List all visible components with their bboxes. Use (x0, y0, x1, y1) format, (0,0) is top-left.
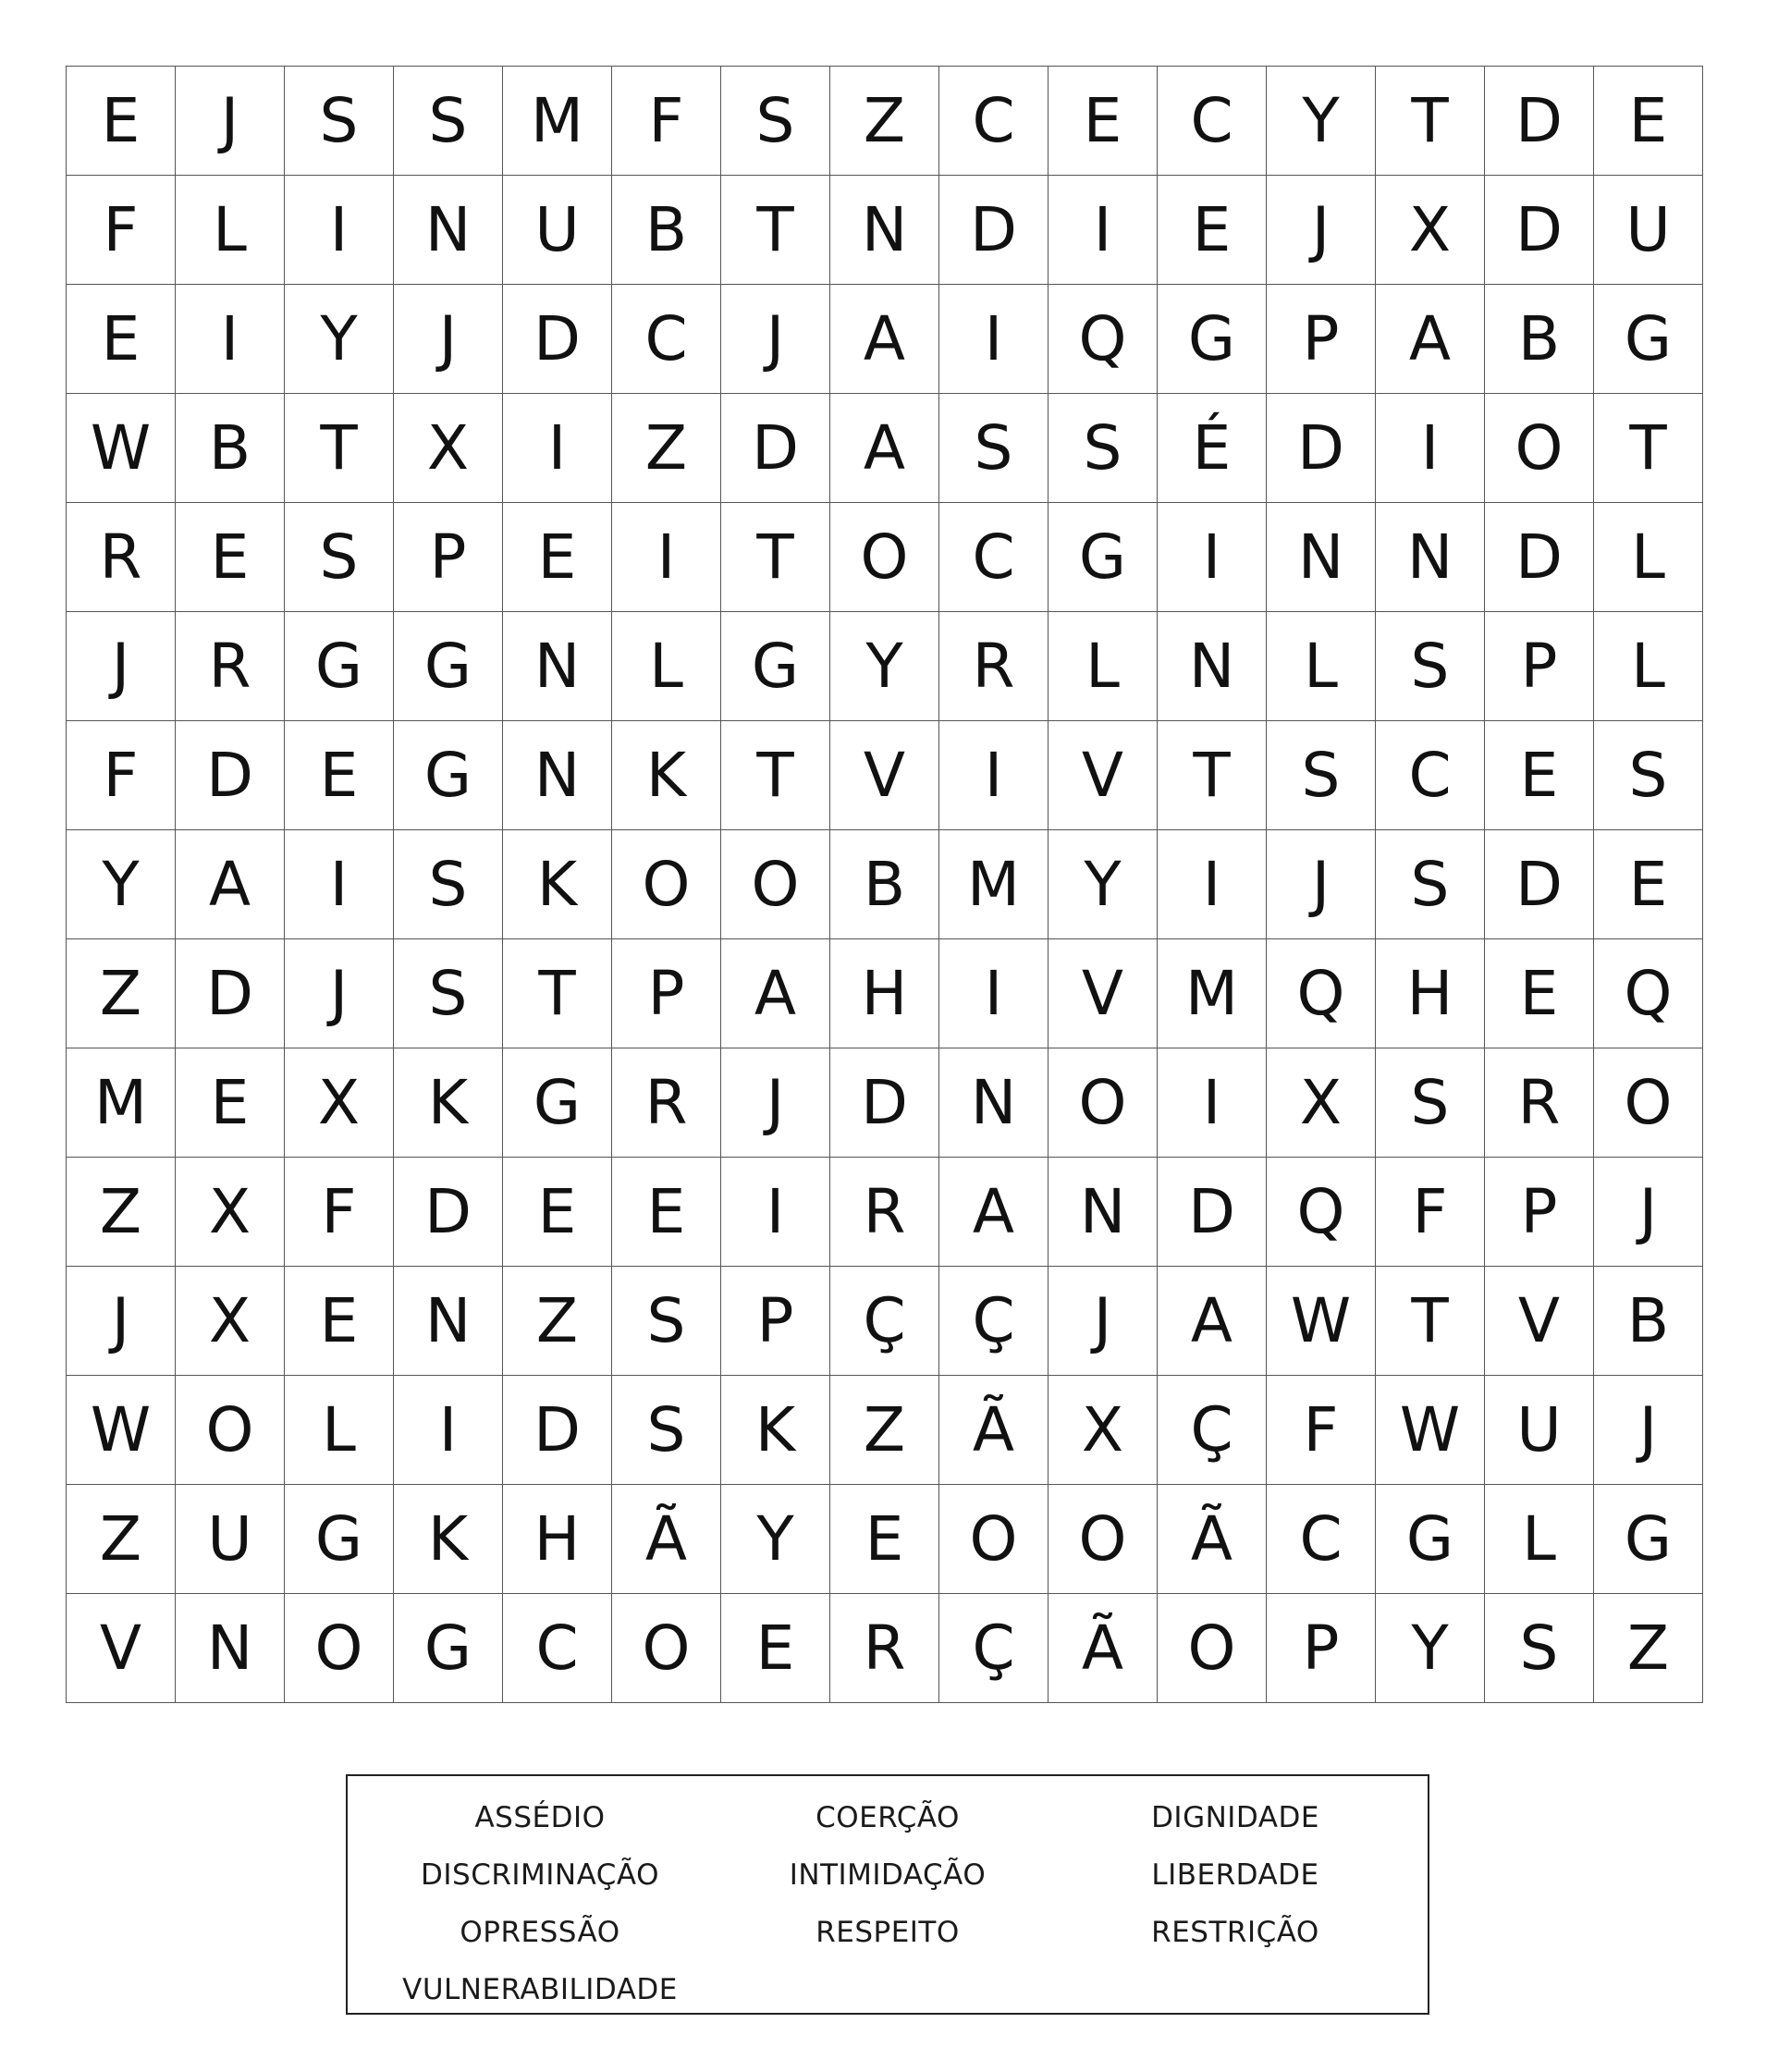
grid-cell[interactable]: J (394, 285, 503, 394)
grid-cell[interactable]: Ç (939, 1594, 1049, 1703)
grid-cell[interactable]: I (721, 1158, 830, 1267)
grid-cell[interactable]: Ã (939, 1376, 1049, 1485)
grid-cell[interactable]: F (612, 67, 721, 176)
grid-cell[interactable]: N (1267, 503, 1376, 612)
grid-cell[interactable]: B (1485, 285, 1594, 394)
grid-cell[interactable]: D (721, 394, 830, 503)
grid-cell[interactable]: P (612, 939, 721, 1048)
grid-cell[interactable]: M (503, 67, 612, 176)
grid-cell[interactable]: Q (1267, 1158, 1376, 1267)
grid-cell[interactable]: E (285, 1267, 394, 1376)
grid-cell[interactable]: S (1376, 1048, 1485, 1158)
grid-cell[interactable]: U (503, 176, 612, 285)
grid-cell[interactable]: J (1049, 1267, 1158, 1376)
grid-cell[interactable]: C (939, 503, 1049, 612)
grid-cell[interactable]: S (1376, 612, 1485, 721)
grid-cell[interactable]: Z (67, 939, 176, 1048)
word-list-item: LIBERDADE (1151, 1858, 1319, 1892)
grid-cell[interactable]: T (285, 394, 394, 503)
grid-cell[interactable]: E (1485, 939, 1594, 1048)
word-list-item: COERÇÃO (816, 1801, 960, 1834)
grid-cell[interactable]: E (176, 1048, 285, 1158)
grid-cell[interactable]: B (176, 394, 285, 503)
grid-cell[interactable]: J (1267, 830, 1376, 939)
grid-cell[interactable]: W (1376, 1376, 1485, 1485)
grid-cell[interactable]: K (612, 721, 721, 830)
grid-cell[interactable]: C (1376, 721, 1485, 830)
grid-cell[interactable]: E (67, 67, 176, 176)
grid-cell[interactable]: H (503, 1485, 612, 1594)
grid-cell[interactable]: X (176, 1158, 285, 1267)
grid-cell[interactable]: S (1049, 394, 1158, 503)
grid-cell[interactable]: F (1376, 1158, 1485, 1267)
grid-cell[interactable]: P (394, 503, 503, 612)
grid-cell[interactable]: S (1267, 721, 1376, 830)
grid-cell[interactable]: E (503, 503, 612, 612)
word-list-item: RESTRIÇÃO (1151, 1916, 1319, 1949)
grid-cell[interactable]: O (721, 830, 830, 939)
grid-cell[interactable]: E (1594, 67, 1703, 176)
grid-cell[interactable]: C (939, 67, 1049, 176)
grid-cell[interactable]: L (612, 612, 721, 721)
grid-cell[interactable]: E (1049, 67, 1158, 176)
grid-cell[interactable]: J (1267, 176, 1376, 285)
grid-cell[interactable]: H (830, 939, 939, 1048)
grid-cell[interactable]: O (176, 1376, 285, 1485)
grid-cell[interactable]: D (1485, 176, 1594, 285)
grid-cell[interactable]: D (1485, 503, 1594, 612)
grid-cell[interactable]: Z (612, 394, 721, 503)
grid-cell[interactable]: R (830, 1158, 939, 1267)
grid-cell[interactable]: C (503, 1594, 612, 1703)
grid-cell[interactable]: B (1594, 1267, 1703, 1376)
grid-cell[interactable]: G (503, 1048, 612, 1158)
grid-cell[interactable]: N (176, 1594, 285, 1703)
grid-cell[interactable]: E (1158, 176, 1267, 285)
grid-cell[interactable]: G (721, 612, 830, 721)
grid-cell[interactable]: E (67, 285, 176, 394)
grid-cell[interactable]: O (1049, 1048, 1158, 1158)
grid-cell[interactable]: F (1267, 1376, 1376, 1485)
word-list (346, 1774, 1429, 2015)
grid-cell[interactable]: O (1049, 1485, 1158, 1594)
grid-cell[interactable]: L (285, 1376, 394, 1485)
grid-cell[interactable]: I (1049, 176, 1158, 285)
grid-cell[interactable]: X (176, 1267, 285, 1376)
grid-cell[interactable]: N (503, 721, 612, 830)
grid-cell[interactable]: K (394, 1048, 503, 1158)
grid-cell[interactable]: T (1376, 1267, 1485, 1376)
grid-cell[interactable]: X (394, 394, 503, 503)
grid-cell[interactable]: P (1267, 285, 1376, 394)
grid-cell[interactable]: G (1594, 1485, 1703, 1594)
grid-cell[interactable]: K (394, 1485, 503, 1594)
grid-cell[interactable]: Ã (1049, 1594, 1158, 1703)
grid-cell[interactable]: L (1485, 1485, 1594, 1594)
grid-cell[interactable]: J (1594, 1158, 1703, 1267)
grid-cell[interactable]: Y (285, 285, 394, 394)
grid-cell[interactable]: S (1376, 830, 1485, 939)
grid-cell[interactable]: W (1267, 1267, 1376, 1376)
grid-cell[interactable]: R (176, 612, 285, 721)
word-list-item: VULNERABILIDADE (402, 1973, 678, 2006)
grid-cell[interactable]: U (1594, 176, 1703, 285)
grid-cell[interactable]: A (830, 394, 939, 503)
grid-cell[interactable]: P (1485, 1158, 1594, 1267)
grid-cell[interactable]: V (1049, 721, 1158, 830)
grid-cell[interactable]: C (1267, 1485, 1376, 1594)
grid-cell[interactable]: K (721, 1376, 830, 1485)
grid-cell[interactable]: T (721, 721, 830, 830)
grid-cell[interactable]: Z (503, 1267, 612, 1376)
grid-cell[interactable]: C (1158, 67, 1267, 176)
grid-cell[interactable]: O (830, 503, 939, 612)
grid-cell[interactable]: J (285, 939, 394, 1048)
grid-cell[interactable]: Q (1267, 939, 1376, 1048)
grid-cell[interactable]: P (1267, 1594, 1376, 1703)
grid-cell[interactable]: J (721, 1048, 830, 1158)
grid-cell[interactable]: J (176, 67, 285, 176)
grid-cell[interactable]: D (830, 1048, 939, 1158)
grid-cell[interactable]: L (1594, 503, 1703, 612)
grid-cell[interactable]: I (939, 721, 1049, 830)
grid-cell[interactable]: G (394, 1594, 503, 1703)
grid-cell[interactable]: I (176, 285, 285, 394)
grid-cell[interactable]: N (1049, 1158, 1158, 1267)
grid-cell[interactable]: G (1376, 1485, 1485, 1594)
grid-cell[interactable]: W (67, 1376, 176, 1485)
grid-cell[interactable]: B (830, 830, 939, 939)
grid-cell[interactable]: N (830, 176, 939, 285)
grid-cell[interactable]: Y (67, 830, 176, 939)
word-list-item: OPRESSÃO (460, 1916, 620, 1949)
grid-cell[interactable]: C (612, 285, 721, 394)
grid-cell[interactable]: Z (67, 1158, 176, 1267)
grid-cell[interactable]: I (612, 503, 721, 612)
grid-cell[interactable]: S (939, 394, 1049, 503)
grid-cell[interactable]: D (503, 1376, 612, 1485)
grid-cell[interactable]: O (612, 1594, 721, 1703)
grid-cell[interactable]: E (503, 1158, 612, 1267)
word-list-item: DISCRIMINAÇÃO (421, 1858, 659, 1892)
grid-cell[interactable]: G (1594, 285, 1703, 394)
grid-cell[interactable]: Z (830, 67, 939, 176)
grid-cell[interactable]: I (1158, 503, 1267, 612)
grid-cell[interactable]: O (1158, 1594, 1267, 1703)
grid-cell[interactable]: R (939, 612, 1049, 721)
grid-cell[interactable]: F (67, 721, 176, 830)
grid-cell[interactable]: T (1158, 721, 1267, 830)
grid-cell[interactable]: D (394, 1158, 503, 1267)
grid-cell[interactable]: Q (1594, 939, 1703, 1048)
grid-cell[interactable]: Y (1376, 1594, 1485, 1703)
word-list-item: INTIMIDAÇÃO (789, 1858, 987, 1892)
grid-cell[interactable]: V (830, 721, 939, 830)
grid-cell[interactable]: X (1049, 1376, 1158, 1485)
grid-cell[interactable]: G (394, 612, 503, 721)
grid-cell[interactable]: E (612, 1158, 721, 1267)
grid-cell[interactable]: Z (1594, 1594, 1703, 1703)
grid-cell[interactable]: X (1267, 1048, 1376, 1158)
grid-cell[interactable]: Ã (612, 1485, 721, 1594)
grid-cell[interactable]: E (1485, 721, 1594, 830)
grid-cell[interactable]: T (1376, 67, 1485, 176)
grid-cell[interactable]: S (612, 1376, 721, 1485)
grid-cell[interactable]: X (1376, 176, 1485, 285)
grid-cell[interactable]: S (1594, 721, 1703, 830)
grid-cell[interactable]: E (285, 721, 394, 830)
grid-cell[interactable]: L (176, 176, 285, 285)
grid-cell[interactable]: S (1485, 1594, 1594, 1703)
grid-cell[interactable]: A (1376, 285, 1485, 394)
grid-cell[interactable]: I (285, 176, 394, 285)
grid-cell[interactable]: M (939, 830, 1049, 939)
grid-cell[interactable]: R (67, 503, 176, 612)
grid-cell[interactable]: Ç (1158, 1376, 1267, 1485)
grid-cell[interactable]: Y (1267, 67, 1376, 176)
grid-cell[interactable]: V (1049, 939, 1158, 1048)
grid-cell[interactable]: G (394, 721, 503, 830)
grid-cell[interactable]: N (394, 176, 503, 285)
grid-cell[interactable]: E (1594, 830, 1703, 939)
grid-cell[interactable]: J (67, 1267, 176, 1376)
grid-cell[interactable]: O (939, 1485, 1049, 1594)
grid-cell[interactable]: N (503, 612, 612, 721)
grid-cell[interactable]: N (1158, 612, 1267, 721)
grid-cell[interactable]: J (67, 612, 176, 721)
grid-cell[interactable]: L (1594, 612, 1703, 721)
grid-cell[interactable]: T (1594, 394, 1703, 503)
grid-cell[interactable]: I (285, 830, 394, 939)
grid-cell[interactable]: O (612, 830, 721, 939)
grid-cell[interactable]: F (285, 1158, 394, 1267)
grid-cell[interactable]: D (1158, 1158, 1267, 1267)
grid-cell[interactable]: V (1485, 1267, 1594, 1376)
grid-cell[interactable]: D (1267, 394, 1376, 503)
grid-cell[interactable]: I (1158, 830, 1267, 939)
grid-cell[interactable]: S (721, 67, 830, 176)
grid-cell[interactable]: M (67, 1048, 176, 1158)
grid-cell[interactable]: A (1158, 1267, 1267, 1376)
grid-cell[interactable]: F (67, 176, 176, 285)
grid-cell[interactable]: Ã (1158, 1485, 1267, 1594)
grid-cell[interactable]: Z (67, 1485, 176, 1594)
grid-cell[interactable]: Y (721, 1485, 830, 1594)
grid-cell[interactable]: G (1158, 285, 1267, 394)
grid-cell[interactable]: D (939, 176, 1049, 285)
grid-cell[interactable]: I (939, 285, 1049, 394)
grid-cell[interactable]: S (285, 503, 394, 612)
grid-cell[interactable]: N (1376, 503, 1485, 612)
grid-cell[interactable]: I (1158, 1048, 1267, 1158)
grid-cell[interactable]: J (721, 285, 830, 394)
grid-cell[interactable]: I (394, 1376, 503, 1485)
grid-cell[interactable]: Q (1049, 285, 1158, 394)
grid-cell[interactable]: D (176, 721, 285, 830)
grid-cell[interactable]: S (285, 67, 394, 176)
grid-cell[interactable]: H (1376, 939, 1485, 1048)
grid-cell[interactable]: Y (1049, 830, 1158, 939)
grid-cell[interactable]: R (1485, 1048, 1594, 1158)
grid-cell[interactable]: I (939, 939, 1049, 1048)
grid-cell[interactable]: O (1594, 1048, 1703, 1158)
grid-cell[interactable]: E (830, 1485, 939, 1594)
grid-cell[interactable]: G (1049, 503, 1158, 612)
grid-cell[interactable]: G (285, 612, 394, 721)
grid-cell[interactable]: B (612, 176, 721, 285)
grid-cell[interactable]: W (67, 394, 176, 503)
grid-cell[interactable]: D (503, 285, 612, 394)
grid-cell[interactable]: P (721, 1267, 830, 1376)
grid-cell[interactable]: N (939, 1048, 1049, 1158)
grid-cell[interactable]: A (939, 1158, 1049, 1267)
grid-cell[interactable]: R (612, 1048, 721, 1158)
grid-cell[interactable]: N (394, 1267, 503, 1376)
grid-cell[interactable]: X (285, 1048, 394, 1158)
word-search-grid (66, 66, 1703, 1703)
word-list-item: ASSÉDIO (474, 1801, 606, 1834)
grid-cell[interactable]: S (612, 1267, 721, 1376)
grid-cell[interactable]: É (1158, 394, 1267, 503)
word-list-item: RESPEITO (816, 1916, 960, 1949)
grid-cell[interactable]: A (721, 939, 830, 1048)
grid-cell[interactable]: V (67, 1594, 176, 1703)
grid-cell[interactable]: K (503, 830, 612, 939)
word-list-item: DIGNIDADE (1151, 1801, 1319, 1834)
grid-cell[interactable]: R (830, 1594, 939, 1703)
grid-cell[interactable]: A (830, 285, 939, 394)
grid-cell[interactable]: S (394, 830, 503, 939)
grid-cell[interactable]: D (1485, 67, 1594, 176)
grid-cell[interactable]: I (1376, 394, 1485, 503)
grid-cell[interactable]: M (1158, 939, 1267, 1048)
grid-cell[interactable]: Ç (939, 1267, 1049, 1376)
grid-cell[interactable]: L (1049, 612, 1158, 721)
grid-cell[interactable]: P (1485, 612, 1594, 721)
grid-cell[interactable]: Ç (830, 1267, 939, 1376)
grid-cell[interactable]: D (1485, 830, 1594, 939)
grid-cell[interactable]: U (1485, 1376, 1594, 1485)
grid-cell[interactable]: Y (830, 612, 939, 721)
grid-cell[interactable]: T (721, 503, 830, 612)
grid-cell[interactable]: T (721, 176, 830, 285)
grid-cell[interactable]: E (721, 1594, 830, 1703)
grid-cell[interactable]: I (503, 394, 612, 503)
grid-cell[interactable]: U (176, 1485, 285, 1594)
grid-cell[interactable]: D (176, 939, 285, 1048)
grid-cell[interactable]: S (394, 67, 503, 176)
grid-cell[interactable]: L (1267, 612, 1376, 721)
grid-cell[interactable]: E (176, 503, 285, 612)
grid-cell[interactable]: S (394, 939, 503, 1048)
grid-cell[interactable]: Z (830, 1376, 939, 1485)
grid-cell[interactable]: J (1594, 1376, 1703, 1485)
grid-cell[interactable]: T (503, 939, 612, 1048)
grid-cell[interactable]: G (285, 1485, 394, 1594)
grid-cell[interactable]: O (285, 1594, 394, 1703)
grid-cell[interactable]: A (176, 830, 285, 939)
grid-cell[interactable]: O (1485, 394, 1594, 503)
